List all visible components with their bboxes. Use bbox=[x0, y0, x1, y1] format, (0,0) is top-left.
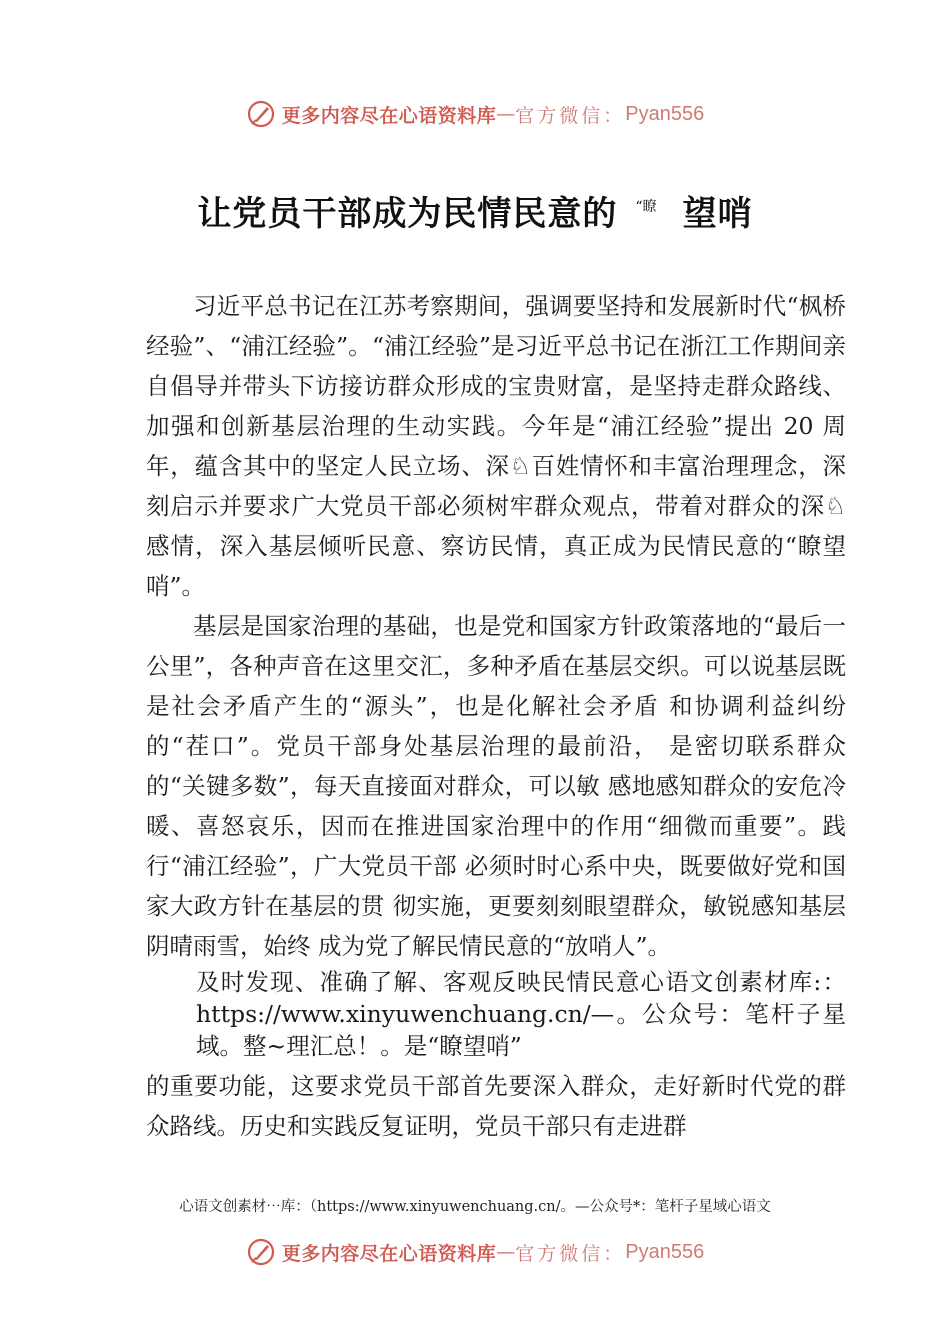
article-body bbox=[146, 286, 846, 1146]
banner-wechat-id: Pyan556 bbox=[625, 1240, 705, 1263]
banner-brand: 更多内容尽在心语资料库 bbox=[281, 1242, 497, 1265]
footer-source-line: 心语文创素材⋯库：（https://www.xinyuwenchuang.cn/。—公众号*：笔杆子星域心语文 bbox=[179, 1199, 771, 1215]
banner-official-label: 官方微信： bbox=[515, 104, 626, 127]
banner-official-label: 官方微信： bbox=[515, 1242, 626, 1265]
paragraph-1: 习近平总书记在江苏考察期间，强调要坚持和发展新时代“枫桥经验”、“浦江经验”。“浦江经验”是习近平总书记在浙江工作期间亲自倡导并带头下访接访群众形成的宝贵财富，是坚持走群众路线、加强和创新基层治理的生动实践。今年是“浦江经验”提出 20 周年，蕴含其中的坚定人民立场、深♘百姓情怀和丰富治理理念，深刻启示并要求广大党员干部必须树牢群众观点，带着对群众的深♘感情，深入基层倾听民意、察访民情，真正成为民情民意的“瞭望哨”。 bbox=[146, 292, 846, 600]
footer-banner bbox=[0, 1232, 950, 1272]
banner-dash: — bbox=[496, 103, 516, 125]
banner-brand: 更多内容尽在心语资料库 bbox=[281, 104, 497, 127]
header-banner bbox=[0, 94, 950, 134]
paragraph-continuation: 的重要功能，这要求党员干部首先要深入群众，走好新时代党的群众路线。历史和实践反复证明，党员干部只有走进群 bbox=[146, 1072, 846, 1140]
title-tail: 望哨 bbox=[682, 194, 753, 234]
paragraph-2: 基层是国家治理的基础，也是党和国家方针政策落地的“最后一公里”，各种声音在这里交汇，多种矛盾在基层交织。可以说基层既是社会矛盾产生的“源头”，也是化解社会矛盾 和协调利益纠纷的“茬口”。党员干部身处基层治理的最前沿， 是密切联系群众的“关键多数”，每天直接面对群众，可以敏 感地感知群众的安危冷暖、喜怒哀乐，因而在推进国家治理中的作用“细微而重要”。践行“浦江经验”，广大党员干部 必须时时心系中央，既要做好党和国家大政方针在基层的贯 彻实施，更要刻刻眼望群众，敏锐感知基层阴晴雨雪，始终 成为党了解民情民意的“放哨人”。 bbox=[146, 612, 846, 960]
page-title bbox=[0, 186, 950, 235]
title-main: 让党员干部成为民情民意的 bbox=[197, 194, 618, 234]
source-watermark-block: 及时发现、准确了解、客观反映民情民意心语文创素材库:：https://www.xinyuwenchuang.cn/—。公众号：笔杆子星域。整~理汇总！。是“瞭望哨” bbox=[196, 968, 846, 1060]
banner-dash: — bbox=[496, 1241, 516, 1263]
banner-wechat-id: Pyan556 bbox=[625, 102, 705, 125]
title-small-fragment: “瞭 bbox=[635, 199, 657, 215]
quill-logo-icon bbox=[246, 1237, 276, 1267]
quill-logo-icon bbox=[246, 99, 276, 129]
